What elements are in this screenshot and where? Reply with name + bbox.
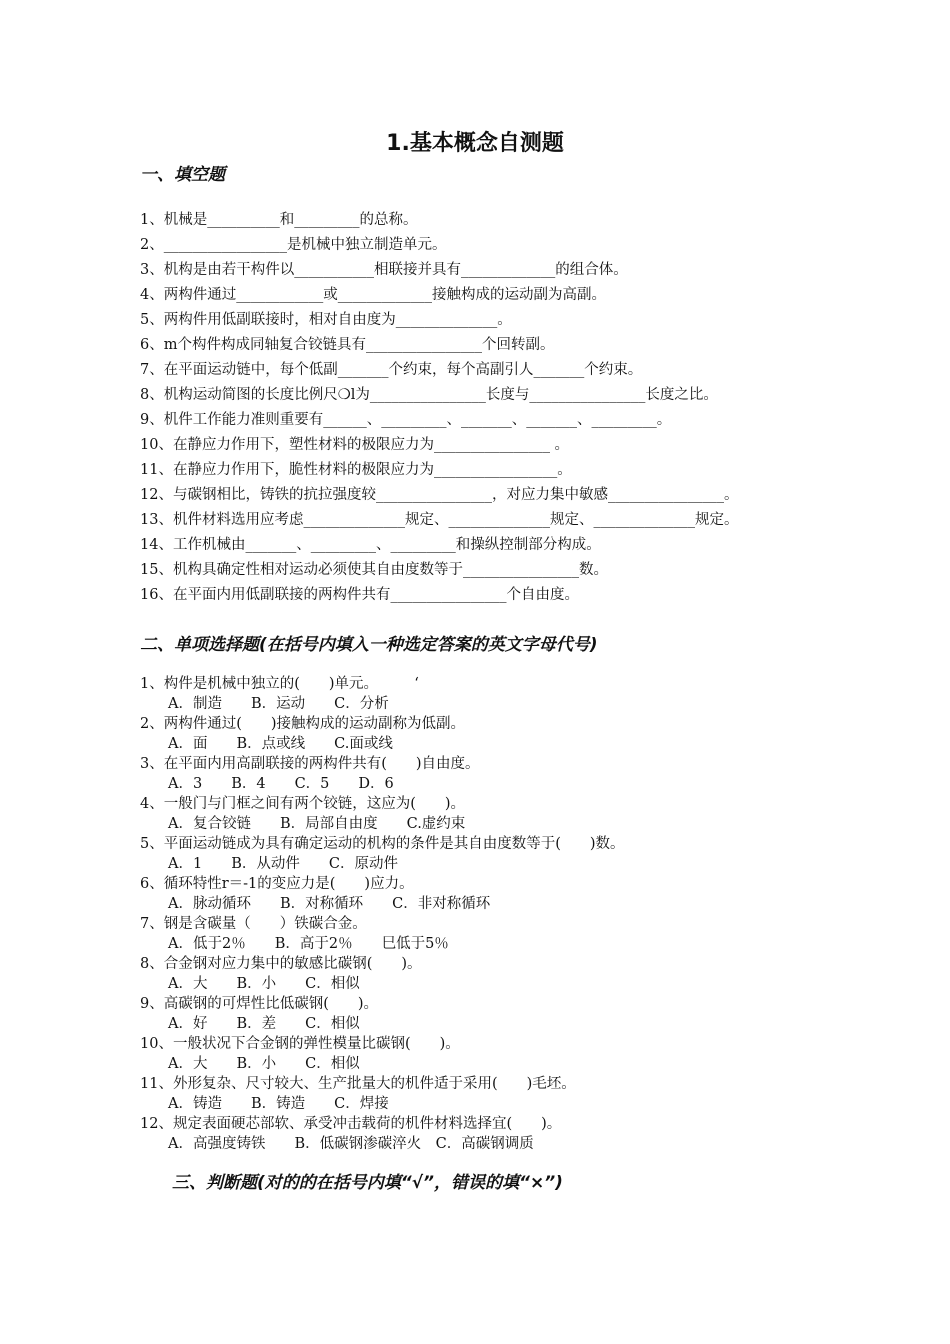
question-text: 6、循环特性r＝-1的变应力是( )应力。 [140,876,414,892]
list-item: 12、与碳钢相比，铸铁的抗拉强度较________________，对应力集中敏感________________。 [140,487,739,503]
question-options: A．好 B．差 C．相似 [168,1016,360,1032]
list-item: 15、机构具确定性相对运动必须使其自由度数等于________________数。 [140,562,608,578]
question-text: 1、构件是机械中独立的( )单元。 ‘ [140,676,419,692]
list-item: 1、机械是__________和_________的总称。 [140,212,418,228]
list-item: 6、m个构件构成同轴复合铰链具有________________个回转副。 [140,337,555,353]
list-item: 14、工作机械由_______、_________、_________和操纵控制部分构成。 [140,537,601,553]
question-options: A．1 B．从动件 C．原动件 [168,856,398,872]
question-text: 10、一般状况下合金钢的弹性模量比碳钢( )。 [140,1036,460,1052]
list-item: 16、在平面内用低副联接的两构件共有________________个自由度。 [140,587,579,603]
question-options: A．脉动循环 B．对称循环 C．非对称循环 [168,896,491,912]
list-item: 10、在静应力作用下，塑性材料的极限应力为________________ 。 [140,437,570,453]
question-options: A．高强度铸铁 B．低碳钢渗碳淬火 C．高碳钢调质 [168,1136,534,1152]
list-item: 4、两构件通过____________或_____________接触构成的运动副为高副。 [140,287,606,303]
question-text: 11、外形复杂、尺寸较大、生产批量大的机件适于采用( )毛坯。 [140,1076,576,1092]
section-heading-fill-blank: 一、填空题 [140,165,225,185]
list-item: 8、机构运动简图的长度比例尺❍l为________________长度与________________长度之比。 [140,387,718,403]
fill-blank-list [140,208,840,608]
question-options: A．低于2％ B．高于2％ 巳低于5％ [168,936,449,952]
list-item: 5、两构件用低副联接时，相对自由度为______________。 [140,312,512,328]
question-options: A．大 B．小 C．相似 [168,976,360,992]
question-text: 7、钢是含碳量（ ）铁碳合金。 [140,916,367,932]
list-item: 13、机件材料选用应考虑______________规定、______________规定、______________规定。 [140,512,739,528]
question-options: A．复合铰链 B．局部自由度 C.虚约束 [168,816,466,832]
list-item: 11、在静应力作用下，脆性材料的极限应力为_________________。 [140,462,572,478]
list-item: 9、机件工作能力准则重要有______、_________、_______、_______、_________。 [140,412,672,428]
question-text: 8、合金钢对应力集中的敏感比碳钢( )。 [140,956,422,972]
question-text: 9、高碳钢的可焊性比低碳钢( )。 [140,996,379,1012]
question-options: A．大 B．小 C．相似 [168,1056,360,1072]
list-item: 2、_________________是机械中独立制造单元。 [140,237,447,253]
list-item: 7、在平面运动链中，每个低副_______个约束，每个高副引人_______个约束。 [140,362,643,378]
question-text: 5、平面运动链成为具有确定运动的机构的条件是其自由度数等于( )数。 [140,836,625,852]
question-options: A．面 B．点或线 C.面或线 [168,736,393,752]
section-heading-true-false: 三、判断题(对的的在括号内填“√”，错误的填“×”) [172,1173,563,1193]
single-choice-list [140,674,840,1154]
question-text: 4、一般门与门框之间有两个铰链，这应为( )。 [140,796,466,812]
question-options: A．铸造 B．铸造 C．焊接 [168,1096,389,1112]
list-item: 3、机构是由若干构件以___________相联接并具有_____________的组合体。 [140,262,628,278]
question-text: 12、规定表面硬芯部软、承受冲击载荷的机件材料选择宜( )。 [140,1116,562,1132]
question-text: 3、在平面内用高副联接的两构件共有( )自由度。 [140,756,480,772]
question-options: A．制造 B．运动 C．分析 [168,696,389,712]
question-options: A．3 B．4 C．5 D．6 [168,776,394,792]
page-title: 1.基本概念自测题 [386,131,564,156]
question-text: 2、两构件通过( )接触构成的运动副称为低副。 [140,716,466,732]
section-heading-single-choice: 二、单项选择题(在括号内填入一种选定答案的英文字母代号) [140,635,598,655]
